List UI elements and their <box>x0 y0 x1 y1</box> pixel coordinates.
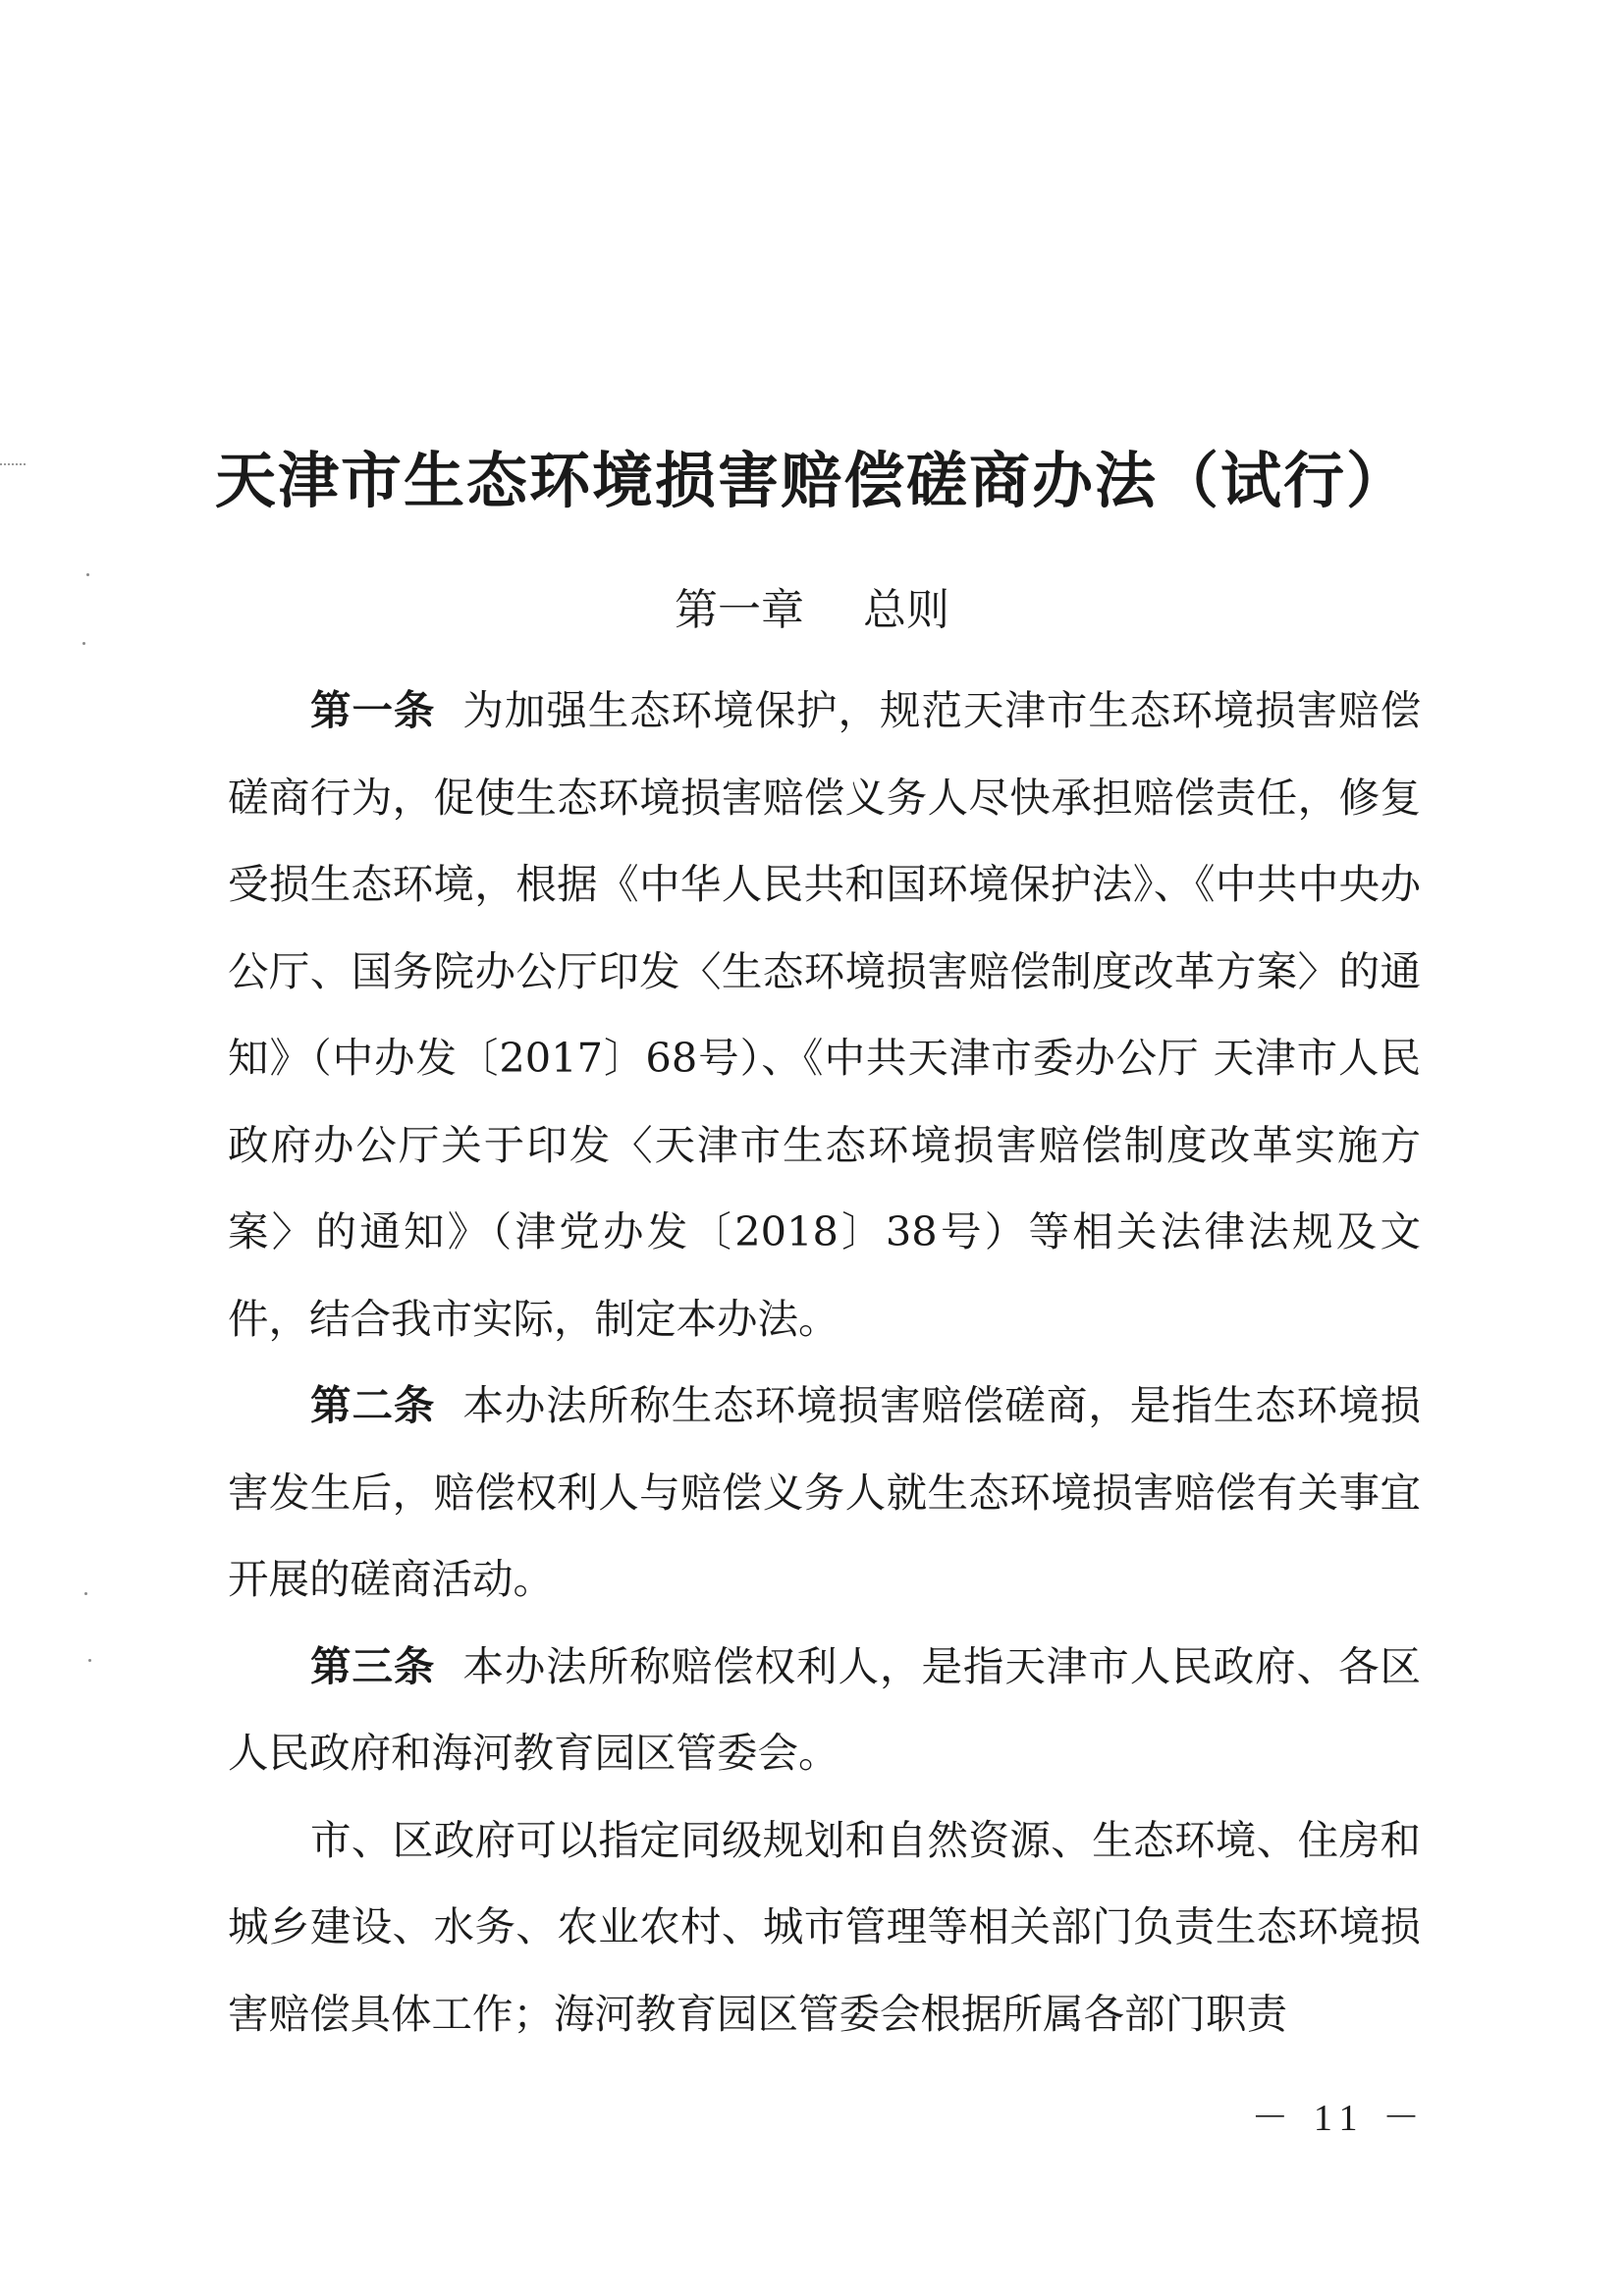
article-number: 第一条 <box>310 686 436 734</box>
article-number: 第二条 <box>310 1381 436 1429</box>
article-text: 为加强生态环境保护，规范天津市生态环境损害赔偿磋商行为，促使生态环境损害赔偿义务人尽快承担赔偿责任，修复受损生态环境，根据《中华人民共和国环境保护法》、《中共中央办公厅、国务院办公厅印发〈生态环境损害赔偿制度改革方案〉的通知》（中办发〔2017〕68号）、《中共天津市委办公厅 天津市人民政府办公厅关于印发〈天津市生态环境损害赔偿制度改革实施方案〉的通知》（津党办发〔2018〕38号）等相关法律法规及文件，结合我市实际，制定本办法。 <box>228 686 1421 1343</box>
article-paragraph <box>228 1624 1421 1797</box>
paragraph-text: 市、区政府可以指定同级规划和自然资源、生态环境、住房和城乡建设、水务、农业农村、城市管理等相关部门负责生态环境损害赔偿具体工作；海河教育园区管委会根据所属各部门职责 <box>228 1815 1421 2038</box>
article-paragraph <box>228 667 1421 1362</box>
body-paragraph <box>228 1797 1421 2058</box>
document-title: 天津市生态环境损害赔偿磋商办法（试行） <box>214 444 1409 516</box>
chapter-number: 第一章 <box>675 585 804 635</box>
chapter-name: 总则 <box>863 585 949 635</box>
document-body <box>228 667 1421 2057</box>
scan-speck <box>86 573 89 576</box>
scan-speck <box>84 1592 87 1595</box>
article-text: 本办法所称生态环境损害赔偿磋商，是指生态环境损害发生后，赔偿权利人与赔偿义务人就生态环境损害赔偿有关事宜开展的磋商活动。 <box>228 1381 1421 1603</box>
article-text: 本办法所称赔偿权利人，是指天津市人民政府、各区人民政府和海河教育园区管委会。 <box>228 1641 1421 1777</box>
scan-speck <box>88 1659 91 1662</box>
page-number: － 11 － <box>1251 2098 1428 2139</box>
scan-speck <box>82 642 85 645</box>
chapter-heading <box>0 581 1624 640</box>
article-number: 第三条 <box>310 1641 436 1690</box>
article-paragraph <box>228 1362 1421 1624</box>
